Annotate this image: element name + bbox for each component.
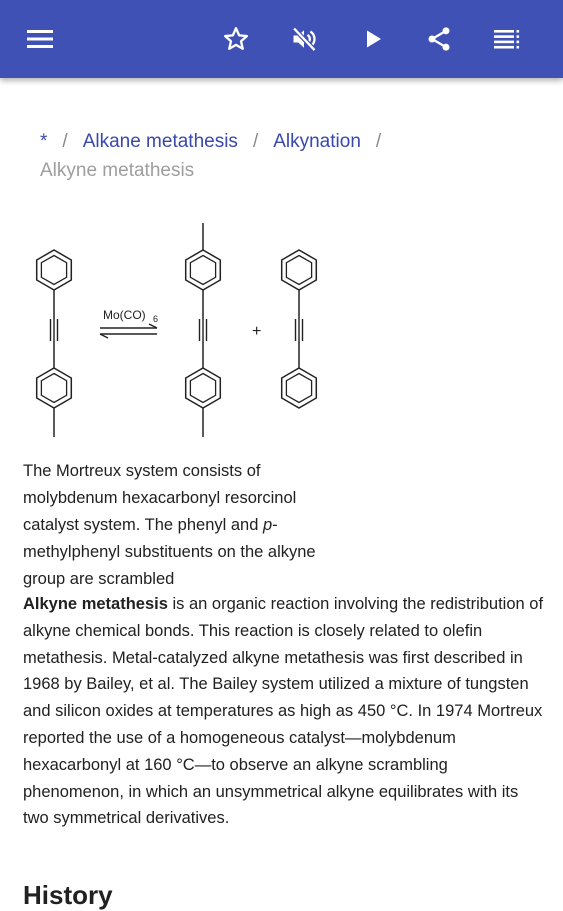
article-body-text: is an organic reaction involving the redistribution of alkyne chemical bonds. This reaction is closely related to olefin metathesis. Metal-catalyzed alkyne metathesis was first described in 1968 by Bailey, et al. The Bailey system utilized a mixture of tungsten and silicon oxides at temperatures as high as 450 °C. In 1974 Mortreux reported the use of a homogeneous catalyst—molybdenum hexacarbonyl at 160 °C—to observe an alkyne scrambling phenomenon, in which an unsymmetrical alkyne equilibrates with its two symmetrical derivatives. bbox=[23, 595, 544, 828]
section-heading-history: History bbox=[23, 880, 113, 910]
breadcrumb-current-page: Alkyne metathesis bbox=[40, 160, 195, 181]
product-molecule-ditolylacetylene bbox=[186, 223, 221, 437]
reactant-molecule bbox=[37, 250, 72, 437]
breadcrumb-separator: / bbox=[375, 131, 382, 152]
breadcrumb bbox=[40, 127, 540, 185]
reaction-scheme-image[interactable] bbox=[20, 215, 340, 447]
article-bold-term: Alkyne metathesis bbox=[23, 595, 168, 613]
product-molecule-diphenylacetylene bbox=[282, 250, 317, 408]
app-bar bbox=[0, 0, 563, 78]
equilibrium-arrow bbox=[100, 308, 158, 338]
menu-icon[interactable] bbox=[21, 20, 59, 58]
catalyst-subscript: 6 bbox=[153, 314, 159, 324]
figure-caption: The Mortreux system consists of molybdenum hexacarbonyl resorcinol catalyst system. The phenyl and p-methylphenyl substituents on the alkyne group are scrambled bbox=[23, 462, 316, 588]
contents-icon[interactable] bbox=[488, 20, 526, 58]
breadcrumb-separator: / bbox=[252, 131, 259, 152]
play-icon[interactable] bbox=[354, 20, 392, 58]
star-icon[interactable] bbox=[217, 20, 255, 58]
breadcrumb-link-alkynation[interactable]: Alkynation bbox=[273, 131, 361, 152]
mute-icon[interactable] bbox=[285, 20, 323, 58]
article-paragraph bbox=[23, 591, 548, 832]
breadcrumb-separator: / bbox=[62, 131, 68, 152]
catalyst-label: Mo(CO) bbox=[103, 308, 146, 322]
breadcrumb-home-link[interactable]: * bbox=[40, 131, 48, 152]
share-icon[interactable] bbox=[420, 20, 458, 58]
plus-sign: + bbox=[252, 323, 262, 340]
breadcrumb-link-alkane-metathesis[interactable]: Alkane metathesis bbox=[82, 131, 238, 152]
